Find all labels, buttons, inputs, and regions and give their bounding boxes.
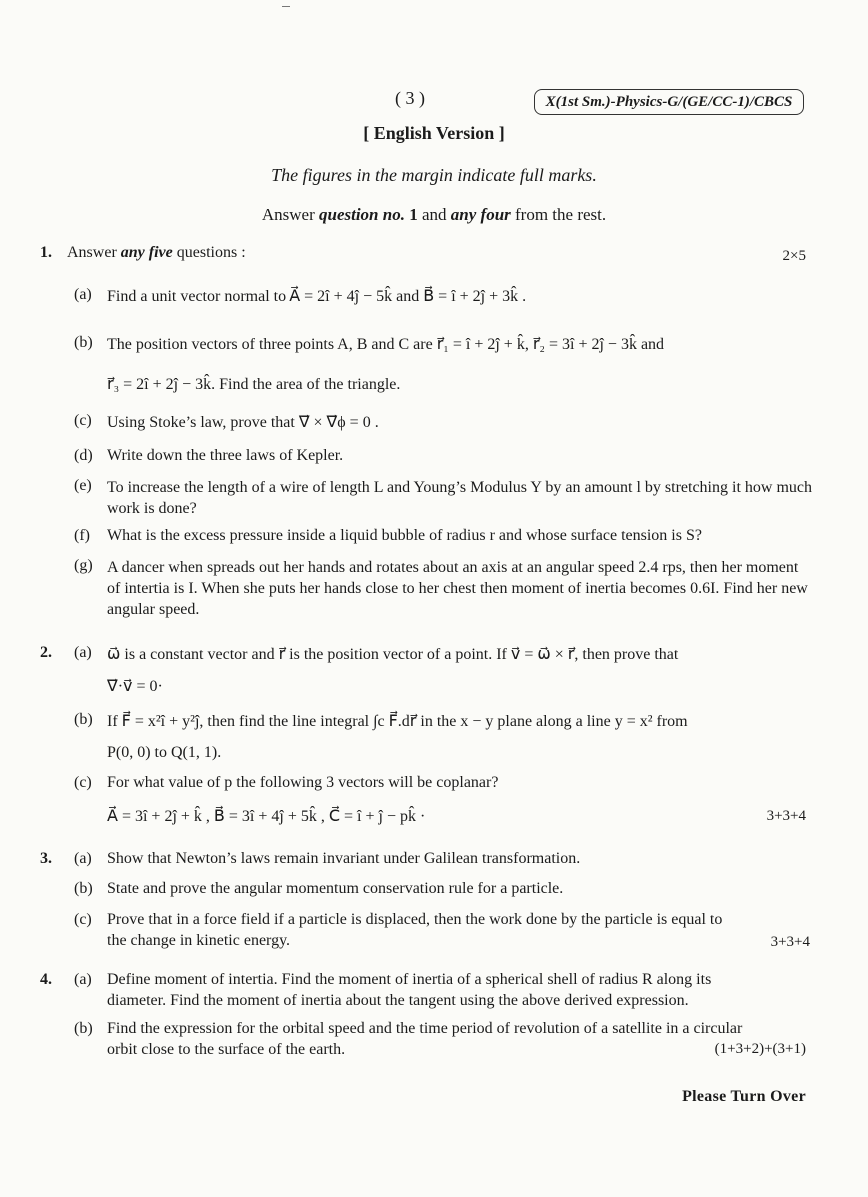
heading-emph: any five [120, 244, 173, 261]
marks: 3+3+4 [770, 934, 810, 950]
sub-question-text: Prove that in a force field if a particle is displaced, then the work done by the particle is equal to [107, 911, 723, 928]
heading-text: questions : [176, 244, 246, 261]
sub-question-text: Find a unit vector normal to A⃗ = 2î + 4ĵ − 5k̂ and B⃗ = î + 2ĵ + 3k̂ . [107, 288, 527, 305]
sub-label: (a) [74, 644, 92, 661]
sub-question-text: For what value of p the following 3 vectors will be coplanar? [107, 774, 499, 791]
question-number: 1. [40, 244, 52, 261]
instruction-text: and [421, 205, 447, 224]
sub-label: (b) [74, 1020, 93, 1037]
sub-label: (b) [74, 711, 93, 728]
question-heading [67, 244, 246, 262]
sub-question-text: If F⃗ = x²î + y²ĵ, then find the line integral ∫c F⃗.dr⃗ in the x − y plane along a line y = x² from [107, 713, 688, 730]
sub-question-text: r⃗₃ = 2î + 2ĵ − 3k̂. Find the area of the triangle. [107, 376, 401, 393]
sub-label: (f) [74, 527, 90, 544]
instruction-emph: question no. [319, 205, 405, 224]
sub-question-text: Using Stoke’s law, prove that ∇⃗ × ∇⃗ϕ = 0 . [107, 414, 379, 431]
sub-label: (a) [74, 286, 92, 303]
sub-question-text: ω⃗ is a constant vector and r⃗ is the position vector of a point. If v⃗ = ω⃗ × r⃗, then prove that [107, 646, 679, 663]
sub-question-text: State and prove the angular momentum conservation rule for a particle. [107, 880, 564, 897]
heading-text: Answer [67, 244, 117, 261]
scan-mark [282, 6, 290, 17]
marks: 3+3+4 [766, 808, 806, 824]
sub-label: (a) [74, 971, 92, 988]
paper-code: X(1st Sm.)-Physics-G/(GE/CC-1)/CBCS [534, 89, 804, 115]
sub-label: (b) [74, 880, 93, 897]
sub-label: (c) [74, 774, 92, 791]
sub-question-text: A dancer when spreads out her hands and rotates about an axis at an angular speed 2.4 rps, then her moment of intertia is I. When she puts her hands close to her chest then moment of inertia becomes 0.6I. Find her new angular speed. [107, 559, 808, 618]
instruction-text: from the rest. [515, 205, 607, 224]
sub-label: (e) [74, 477, 92, 494]
question-number: 4. [40, 971, 52, 988]
sub-question-text: P(0, 0) to Q(1, 1). [107, 744, 222, 761]
sub-label: (c) [74, 412, 92, 429]
sub-question-text: Show that Newton’s laws remain invariant under Galilean transformation. [107, 850, 581, 867]
question-number: 3. [40, 850, 52, 867]
sub-question-text: Find the expression for the orbital speed and the time period of revolution of a satellite in a circular [107, 1020, 743, 1037]
instruction-emph: any four [450, 205, 511, 224]
version-title: [ English Version ] [363, 123, 505, 143]
sub-question-text: orbit close to the surface of the earth. [107, 1041, 346, 1058]
sub-label: (d) [74, 447, 93, 464]
sub-question-text: What is the excess pressure inside a liquid bubble of radius r and whose surface tension is S? [107, 527, 702, 544]
sub-question-text: The position vectors of three points A, B and C are r⃗₁ = î + 2ĵ + k̂, r⃗₂ = 3î + 2ĵ − 3k̂ and [107, 336, 665, 353]
sub-question-text: A⃗ = 3î + 2ĵ + k̂ , B⃗ = 3î + 4ĵ + 5k̂ , C⃗ = î + ĵ − pk̂ · [107, 808, 426, 825]
instruction [0, 205, 868, 225]
margin-note: The figures in the margin indicate full marks. [271, 165, 597, 185]
instruction-text: Answer [261, 205, 315, 224]
sub-label: (g) [74, 557, 93, 574]
sub-question-text: To increase the length of a wire of length L and Young’s Modulus Y by an amount l by stretching it how much work is done? [107, 479, 812, 517]
sub-question-text: diameter. Find the moment of inertia about the tangent using the above derived expression. [107, 992, 689, 1009]
sub-question-text: Define moment of intertia. Find the moment of inertia of a spherical shell of radius R along its [107, 971, 712, 988]
marks: (1+3+2)+(3+1) [714, 1041, 806, 1057]
sub-label: (b) [74, 334, 93, 351]
please-turn-over: Please Turn Over [682, 1088, 806, 1105]
sub-question-text: Write down the three laws of Kepler. [107, 447, 344, 464]
marks: 2×5 [782, 248, 806, 264]
sub-question-text: ∇⃗·v⃗ = 0· [107, 678, 163, 695]
page-number: ( 3 ) [395, 88, 425, 108]
sub-question-text: the change in kinetic energy. [107, 932, 291, 949]
question-number: 2. [40, 644, 52, 661]
instruction-text: 1 [409, 205, 418, 224]
sub-label: (c) [74, 911, 92, 928]
sub-label: (a) [74, 850, 92, 867]
